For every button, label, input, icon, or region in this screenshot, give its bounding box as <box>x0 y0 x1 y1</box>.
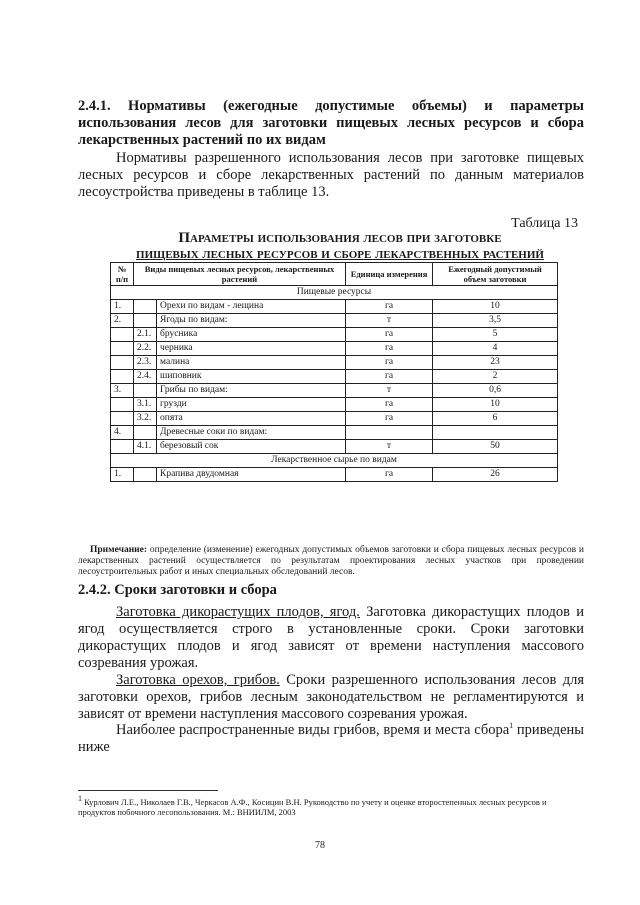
row-num: 4. <box>111 426 134 440</box>
row-num <box>111 356 134 370</box>
p1-text: Заготовка дикорастущих плодов и ягод осуществляется строго в установленные сроки. Сроки заготовки дикорастущих плодов и ягод зависят от времени наступления массового созревания урожая. <box>78 604 584 671</box>
note-label: Примечание: <box>90 545 148 555</box>
header-unit: Единица измерения <box>346 263 433 286</box>
row-subnum <box>134 300 157 314</box>
section-row-medicinal <box>111 454 558 468</box>
table-caption: Таблица 13 <box>511 216 578 231</box>
section-242-p3 <box>78 722 584 756</box>
table-row <box>111 398 558 412</box>
row-unit: т <box>346 384 433 398</box>
row-num <box>111 328 134 342</box>
row-subnum <box>134 384 157 398</box>
row-subnum: 2.3. <box>134 356 157 370</box>
row-subnum <box>134 426 157 440</box>
section-242-p1 <box>78 604 584 672</box>
row-unit: га <box>346 342 433 356</box>
section-label-food: Пищевые ресурсы <box>111 286 558 300</box>
row-name: березовый сок <box>157 440 346 454</box>
row-name: малина <box>157 356 346 370</box>
row-unit: га <box>346 398 433 412</box>
table-row <box>111 370 558 384</box>
row-num <box>111 398 134 412</box>
row-unit: га <box>346 412 433 426</box>
row-name: Орехи по видам - лещина <box>157 300 346 314</box>
row-value: 0,6 <box>433 384 558 398</box>
table-row <box>111 426 558 440</box>
section-242-heading: 2.4.2. Сроки заготовки и сбора <box>78 582 277 598</box>
row-num <box>111 342 134 356</box>
table-row <box>111 356 558 370</box>
table-row <box>111 440 558 454</box>
row-name: черника <box>157 342 346 356</box>
section-241-paragraph: Нормативы разрешенного использования лесов при заготовке пищевых лесных ресурсов и сборе лекарственных растений по данным материалов лесоустройства приведены в таблице 13. <box>78 150 584 200</box>
footnote-mark: 1 <box>78 794 82 804</box>
header-volume: Ежегодный допустимый объем заготовки <box>433 263 558 286</box>
row-unit: га <box>346 328 433 342</box>
table-row <box>111 412 558 426</box>
table-row <box>111 328 558 342</box>
table-row <box>111 300 558 314</box>
row-subnum <box>134 468 157 482</box>
row-num: 1. <box>111 300 134 314</box>
row-subnum: 3.1. <box>134 398 157 412</box>
row-unit: т <box>346 314 433 328</box>
row-value: 4 <box>433 342 558 356</box>
row-value <box>433 426 558 440</box>
row-subnum <box>134 314 157 328</box>
row-value: 2 <box>433 370 558 384</box>
header-kind: Виды пищевых лесных ресурсов, лекарственных растений <box>134 263 346 286</box>
section-241-heading: 2.4.1. Нормативы (ежегодные допустимые объемы) и параметры использования лесов для заготовки пищевых лесных ресурсов и сбора лекарственных растений по их видам <box>78 98 584 148</box>
row-value: 3,5 <box>433 314 558 328</box>
row-num: 3. <box>111 384 134 398</box>
section-label-medicinal: Лекарственное сырье по видам <box>111 454 558 468</box>
row-subnum: 2.1. <box>134 328 157 342</box>
row-unit <box>346 426 433 440</box>
row-value: 6 <box>433 412 558 426</box>
row-value: 10 <box>433 398 558 412</box>
table-row <box>111 384 558 398</box>
table-title-line1: Параметры использования лесов при заготовке <box>178 230 502 246</box>
row-unit: га <box>346 370 433 384</box>
row-value: 23 <box>433 356 558 370</box>
footnote-text: Курлович Л.Е., Николаев Г.В., Черкасов А.Ф., Косицин В.Н. Руководство по учету и оценке второстепенных лесных ресурсов и продуктов побочного лесопользования. М.: ВНИИЛМ, 2003 <box>78 797 547 817</box>
row-name: опята <box>157 412 346 426</box>
row-num <box>111 370 134 384</box>
row-value: 26 <box>433 468 558 482</box>
row-unit: га <box>346 468 433 482</box>
table-row <box>111 468 558 482</box>
table-row <box>111 314 558 328</box>
row-name: брусника <box>157 328 346 342</box>
row-value: 5 <box>433 328 558 342</box>
row-subnum: 2.2. <box>134 342 157 356</box>
row-num: 1. <box>111 468 134 482</box>
row-name: Крапива двудомная <box>157 468 346 482</box>
p3-text-b: приведены ниже <box>78 722 585 755</box>
footnote <box>78 794 584 817</box>
row-unit: га <box>346 356 433 370</box>
row-name: Грибы по видам: <box>157 384 346 398</box>
row-name: шиповник <box>157 370 346 384</box>
page-number: 78 <box>315 840 325 851</box>
section-242-p2 <box>78 672 584 723</box>
row-name: грузди <box>157 398 346 412</box>
row-value: 10 <box>433 300 558 314</box>
table-title-line2: пищевых лесных ресурсов и сборе лекарственных растений <box>136 246 544 262</box>
row-name: Ягоды по видам: <box>157 314 346 328</box>
footnote-ref: 1 <box>509 721 514 731</box>
p2-text: Сроки разрешенного использования лесов для заготовки орехов, грибов лесным законодательством не регламентируются и зависят от времени наступления массового созревания урожая. <box>78 672 584 722</box>
row-num: 2. <box>111 314 134 328</box>
p3-text-a: Наиболее распространенные виды грибов, время и места сбора <box>116 722 510 738</box>
table-row <box>111 342 558 356</box>
table-header-row <box>111 263 558 286</box>
table-note <box>78 545 584 578</box>
footnote-divider <box>78 790 218 791</box>
row-subnum: 4.1. <box>134 440 157 454</box>
row-num <box>111 412 134 426</box>
row-value: 50 <box>433 440 558 454</box>
header-num: № п/п <box>111 263 134 286</box>
row-unit: т <box>346 440 433 454</box>
row-subnum: 3.2. <box>134 412 157 426</box>
p1-underlined: Заготовка дикорастущих плодов, ягод. <box>116 604 360 620</box>
row-unit: га <box>346 300 433 314</box>
row-subnum: 2.4. <box>134 370 157 384</box>
row-num <box>111 440 134 454</box>
p2-underlined: Заготовка орехов, грибов. <box>116 672 280 688</box>
note-text: определение (изменение) ежегодных допустимых объемов заготовки и сбора пищевых лесных ресурсов и лекарственных растений осуществляется по результатам проектирования лесных участков при проведении лесоустроительных работ и иных специальных обследований лесов. <box>78 545 584 577</box>
row-name: Древесные соки по видам: <box>157 426 346 440</box>
parameters-table <box>110 262 558 482</box>
section-row-food <box>111 286 558 300</box>
